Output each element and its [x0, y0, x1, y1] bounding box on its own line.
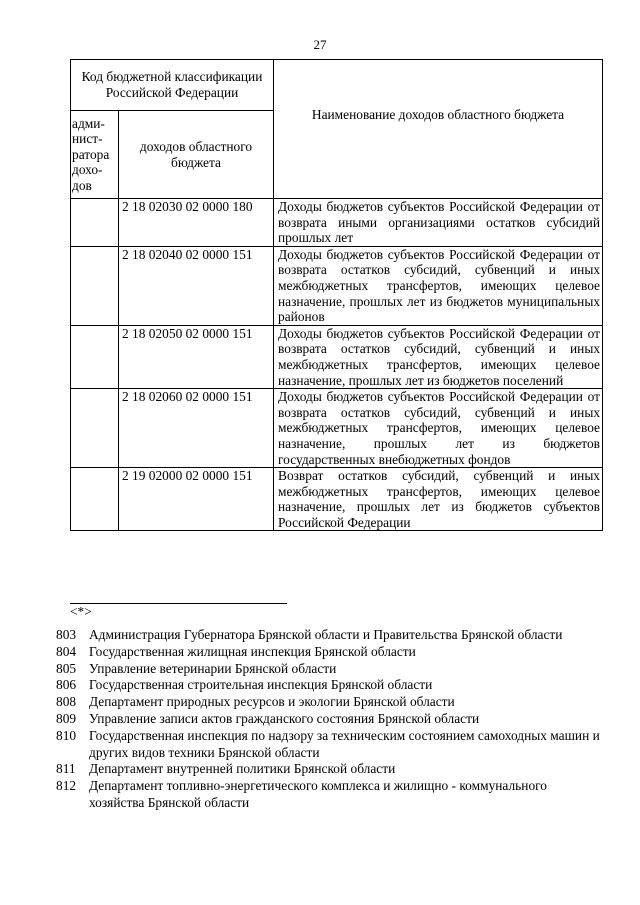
footnote-mark: <*>	[70, 604, 92, 619]
table-row	[71, 325, 603, 388]
list-item	[56, 761, 602, 778]
income-code: 2 18 02060 02 0000 151	[119, 389, 274, 468]
list-item	[56, 711, 602, 728]
admin-cell	[71, 199, 119, 247]
list-item	[56, 778, 602, 812]
administrator-name: Государственная жилищная инспекция Брянской области	[89, 643, 416, 659]
administrator-code: 811	[56, 761, 76, 777]
administrator-code: 805	[56, 660, 77, 676]
list-item	[56, 644, 602, 661]
list-item	[56, 694, 602, 711]
income-code: 2 19 02000 02 0000 151	[119, 468, 274, 531]
income-code: 2 18 02050 02 0000 151	[119, 325, 274, 388]
admin-cell	[71, 468, 119, 531]
admin-cell	[71, 389, 119, 468]
list-item	[56, 677, 602, 694]
table-row	[71, 246, 603, 325]
administrator-name: Департамент топливно-энергетического комплекса и жилищно - коммунального хозяйства Брянской области	[89, 778, 547, 810]
list-item	[56, 661, 602, 678]
administrator-name: Администрация Губернатора Брянской области и Правительства Брянской области	[89, 627, 563, 642]
table-row	[71, 468, 603, 531]
administrator-legend	[56, 627, 602, 812]
administrator-name: Государственная строительная инспекция Брянской области	[89, 677, 433, 693]
income-code: 2 18 02030 02 0000 180	[119, 199, 274, 247]
header-administrator: адми-нист-ратора дохо-дов	[71, 111, 119, 199]
footnote-divider	[70, 603, 287, 604]
list-item	[56, 627, 602, 644]
income-name: Доходы бюджетов субъектов Российской Федерации от возврата остатков субсидий, субвенций и иных межбюджетных трансфертов, имеющих целевое назначение, прошлых лет из бюджетов поселений	[274, 325, 603, 388]
administrator-name: Государственная инспекция по надзору за техническим состоянием самоходных машин и других видов техники Брянской области	[89, 727, 600, 760]
administrator-name: Управление ветеринарии Брянской области	[89, 660, 337, 676]
administrator-code: 806	[56, 677, 77, 693]
administrator-code: 812	[56, 778, 77, 794]
page-number: 27	[313, 37, 327, 52]
administrator-name: Департамент природных ресурсов и экологии Брянской области	[89, 694, 455, 710]
income-name: Возврат остатков субсидий, субвенций и иных межбюджетных трансфертов, имеющих целевое назначение, прошлых лет из бюджетов субъектов Российской Федерации	[274, 468, 603, 531]
table-row	[71, 199, 603, 247]
header-budget-classification: Код бюджетной классификации Российской Федерации	[71, 60, 274, 111]
administrator-code: 809	[56, 710, 77, 726]
admin-cell	[71, 325, 119, 388]
admin-cell	[71, 246, 119, 325]
list-item	[56, 728, 602, 762]
header-income-name: Наименование доходов областного бюджета	[274, 60, 603, 199]
administrator-code: 810	[56, 727, 77, 743]
administrator-code: 803	[56, 627, 77, 642]
administrator-code: 804	[56, 643, 77, 659]
budget-classification-table	[70, 59, 603, 531]
income-code: 2 18 02040 02 0000 151	[119, 246, 274, 325]
header-regional-income: доходов областного бюджета	[119, 111, 274, 199]
administrator-name: Управление записи актов гражданского состояния Брянской области	[89, 710, 480, 726]
administrator-code: 808	[56, 694, 77, 710]
income-name: Доходы бюджетов субъектов Российской Федерации от возврата остатков субсидий, субвенций и иных межбюджетных трансфертов, имеющих целевое назначение, прошлых лет из бюджетов муниципальных районов	[274, 246, 603, 325]
table-header-row	[71, 60, 603, 111]
table-row	[71, 389, 603, 468]
administrator-name: Департамент внутренней политики Брянской области	[89, 761, 396, 777]
income-name: Доходы бюджетов субъектов Российской Федерации от возврата остатков субсидий, субвенций и иных межбюджетных трансфертов, имеющих целевое назначение, прошлых лет из бюджетов государственных внебюджетных фондов	[274, 389, 603, 468]
income-name: Доходы бюджетов субъектов Российской Федерации от возврата иными организациями остатков субсидий прошлых лет	[274, 199, 603, 247]
